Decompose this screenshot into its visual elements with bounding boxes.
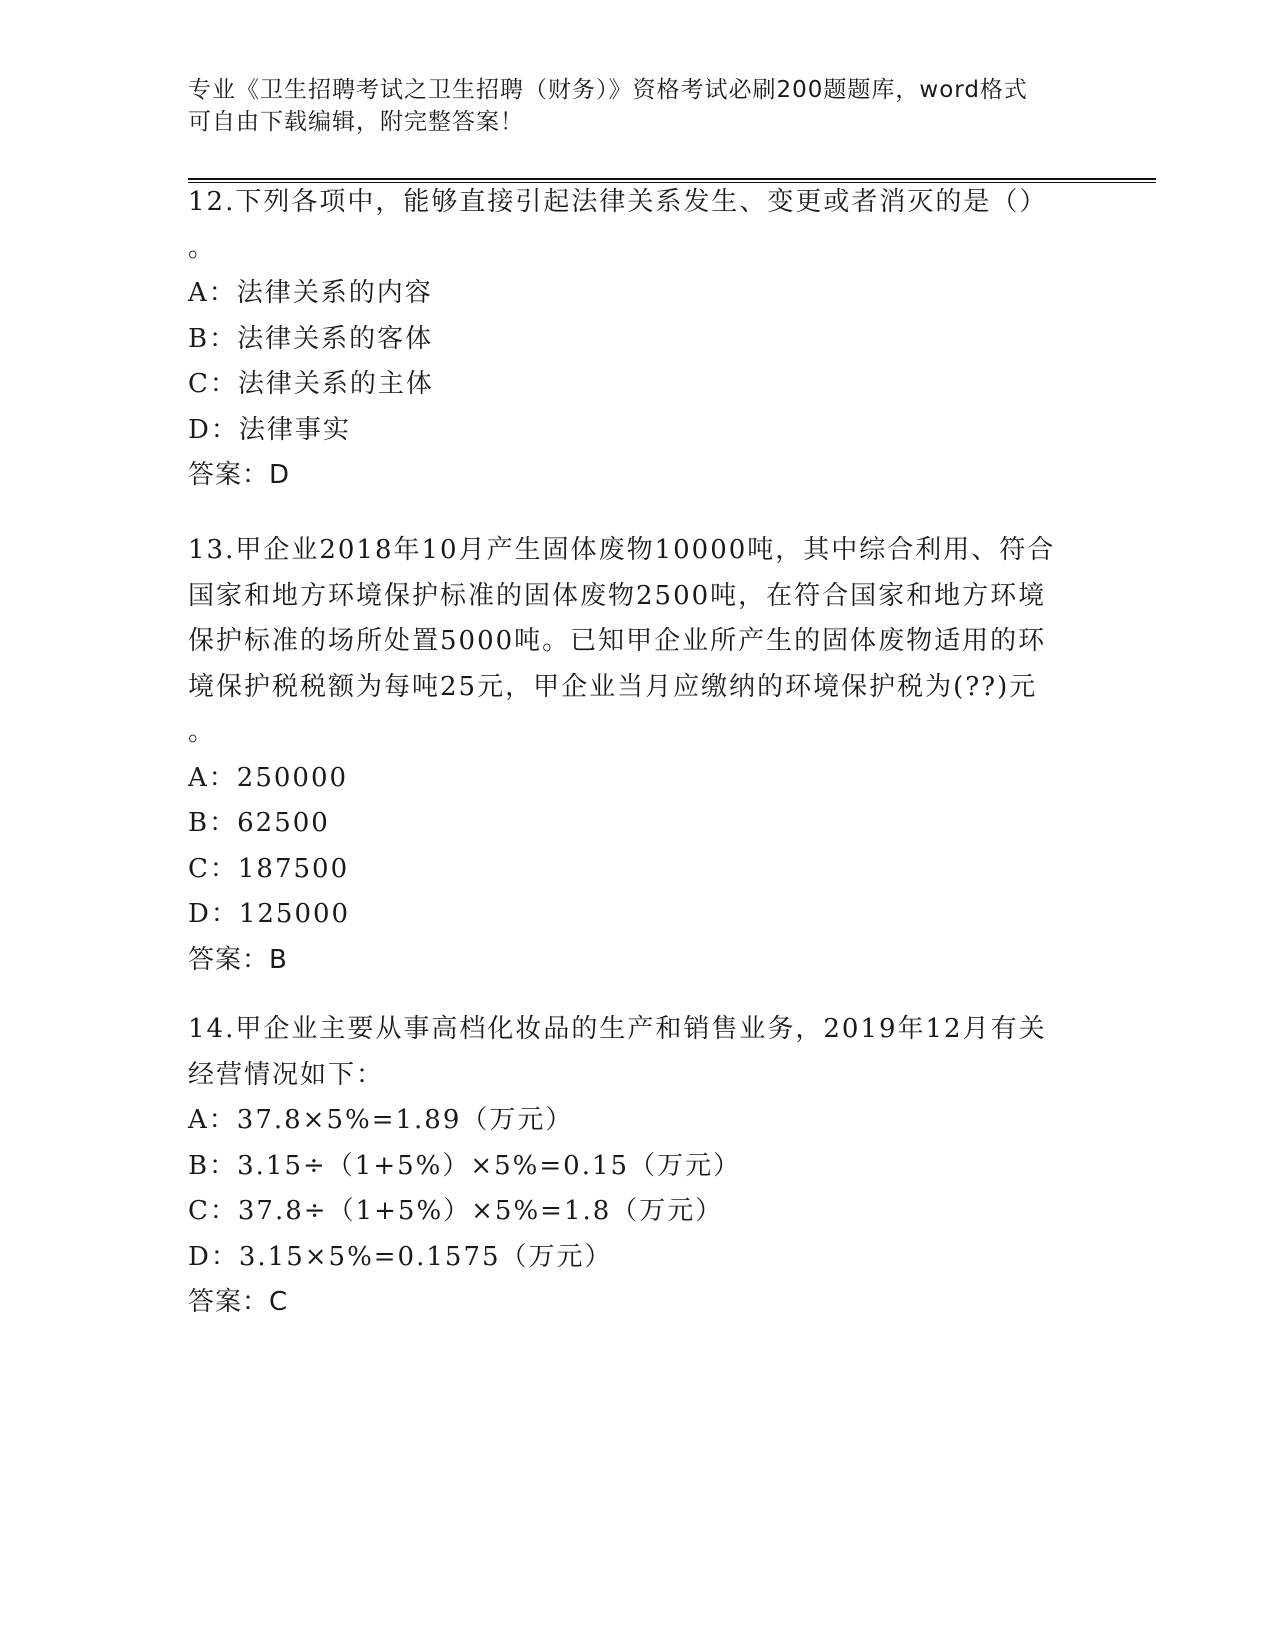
header-line-2: 可自由下载编辑，附完整答案！ — [188, 109, 524, 135]
question-stem-line: 保护标准的场所处置5000吨。已知甲企业所产生的固体废物适用的环 — [188, 626, 1047, 656]
question-stem-line: 13.甲企业2018年10月产生固体废物10000吨，其中综合利用、符合 — [188, 535, 1056, 565]
answer-line: 答案：B — [188, 944, 288, 975]
option-d: D：125000 — [188, 899, 351, 929]
option-d: D：3.15×5%=0.1575（万元） — [188, 1241, 613, 1272]
question-stem-line: 国家和地方环境保护标准的固体废物2500吨，在符合国家和地方环境 — [188, 580, 1047, 611]
document-header — [188, 74, 1068, 138]
question-13 — [188, 528, 1078, 983]
question-stem-line: 。 — [188, 232, 217, 263]
option-a: A：法律关系的内容 — [188, 278, 433, 308]
option-b: B：法律关系的客体 — [188, 323, 434, 354]
option-c: C：法律关系的主体 — [188, 369, 434, 399]
answer-line: 答案：D — [188, 460, 291, 490]
option-d: D：法律事实 — [188, 414, 351, 445]
answer-line: 答案：C — [188, 1287, 289, 1317]
question-14 — [188, 1007, 1078, 1326]
option-b: B：3.15÷（1+5%）×5%=0.15（万元） — [188, 1150, 742, 1181]
option-c: C：187500 — [188, 853, 350, 884]
question-stem-line: 12.下列各项中，能够直接引起法律关系发生、变更或者消灭的是（） — [188, 187, 1048, 217]
question-stem-line: 。 — [188, 717, 217, 747]
question-stem-line: 14.甲企业主要从事高档化妆品的生产和销售业务，2019年12月有关 — [188, 1014, 1047, 1044]
option-a: A：37.8×5%=1.89（万元） — [188, 1105, 574, 1135]
question-stem-line: 境保护税税额为每吨25元，甲企业当月应缴纳的环境保护税为(??)元 — [188, 671, 1038, 702]
question-stem-line: 经营情况如下： — [188, 1059, 385, 1090]
header-line-1: 专业《卫生招聘考试之卫生招聘（财务）》资格考试必刷200题题库，word格式 — [188, 77, 1028, 103]
option-c: C：37.8÷（1+5%）×5%=1.8（万元） — [188, 1196, 724, 1226]
option-b: B：62500 — [188, 808, 330, 838]
option-a: A：250000 — [188, 762, 349, 793]
question-12 — [188, 180, 1078, 499]
